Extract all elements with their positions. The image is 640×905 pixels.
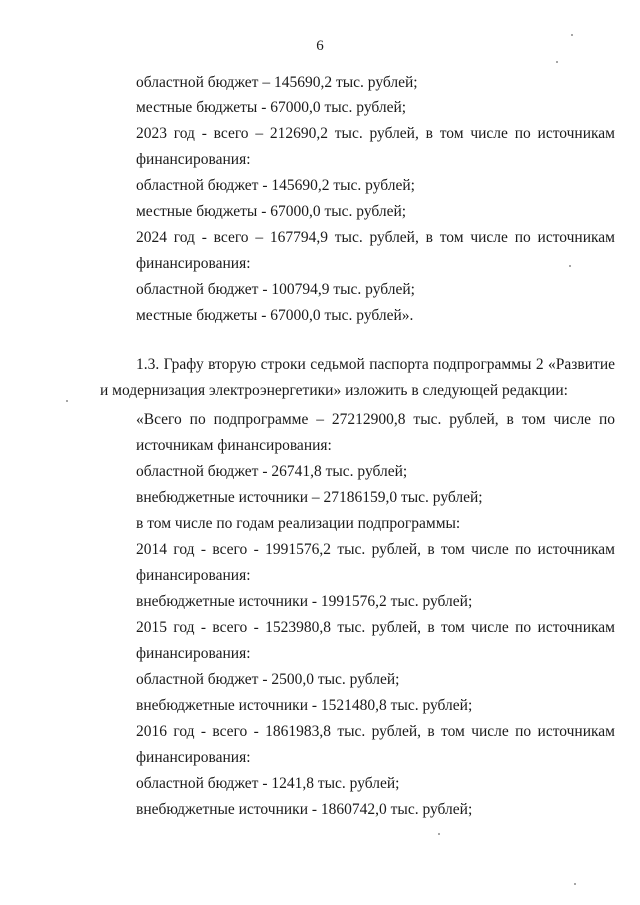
text-line: областной бюджет - 145690,2 тыс. рублей; [136, 177, 415, 194]
text-line: областной бюджет - 2500,0 тыс. рублей; [136, 671, 400, 688]
text-line: внебюджетные источники - 1860742,0 тыс. рублей; [136, 801, 473, 818]
scan-speck [66, 400, 68, 402]
text-line: «Всего по подпрограмме – 27212900,8 тыс. рублей, в том числе по [136, 411, 615, 428]
scan-speck [569, 265, 571, 267]
section-heading-line: и модернизация электроэнергетики» изложить в следующей редакции: [100, 382, 568, 399]
scan-speck [571, 34, 573, 36]
text-line: местные бюджеты - 67000,0 тыс. рублей». [136, 307, 414, 324]
text-line: 2024 год - всего – 167794,9 тыс. рублей, в том числе по источникам [136, 229, 615, 246]
text-line: финансирования: [136, 749, 251, 766]
text-line: финансирования: [136, 255, 251, 272]
scan-speck [556, 61, 558, 63]
text-line: местные бюджеты - 67000,0 тыс. рублей; [136, 203, 407, 220]
text-line: финансирования: [136, 151, 251, 168]
text-line: 2014 год - всего - 1991576,2 тыс. рублей, в том числе по источникам [136, 541, 615, 558]
text-line: областной бюджет – 145690,2 тыс. рублей; [136, 74, 418, 91]
text-line: внебюджетные источники - 1521480,8 тыс. рублей; [136, 697, 473, 714]
section-heading-line: 1.3. Графу вторую строки седьмой паспорта подпрограммы 2 «Развитие [136, 356, 615, 373]
text-line: 2015 год - всего - 1523980,8 тыс. рублей, в том числе по источникам [136, 619, 615, 636]
text-line: 2023 год - всего – 212690,2 тыс. рублей, в том числе по источникам [136, 125, 615, 142]
scan-speck [574, 883, 576, 885]
text-line: финансирования: [136, 645, 251, 662]
scan-speck [438, 833, 440, 835]
text-line: областной бюджет - 100794,9 тыс. рублей; [136, 281, 415, 298]
text-line: 2016 год - всего - 1861983,8 тыс. рублей, в том числе по источникам [136, 723, 615, 740]
text-line: источникам финансирования: [136, 437, 332, 454]
text-line: внебюджетные источники – 27186159,0 тыс. рублей; [136, 489, 483, 506]
page-number: 6 [316, 38, 324, 54]
text-line: в том числе по годам реализации подпрограммы: [136, 515, 461, 532]
text-line: местные бюджеты - 67000,0 тыс. рублей; [136, 99, 407, 116]
text-line: финансирования: [136, 567, 251, 584]
text-line: областной бюджет - 26741,8 тыс. рублей; [136, 463, 408, 480]
text-line: областной бюджет - 1241,8 тыс. рублей; [136, 775, 400, 792]
text-line: внебюджетные источники - 1991576,2 тыс. рублей; [136, 593, 473, 610]
